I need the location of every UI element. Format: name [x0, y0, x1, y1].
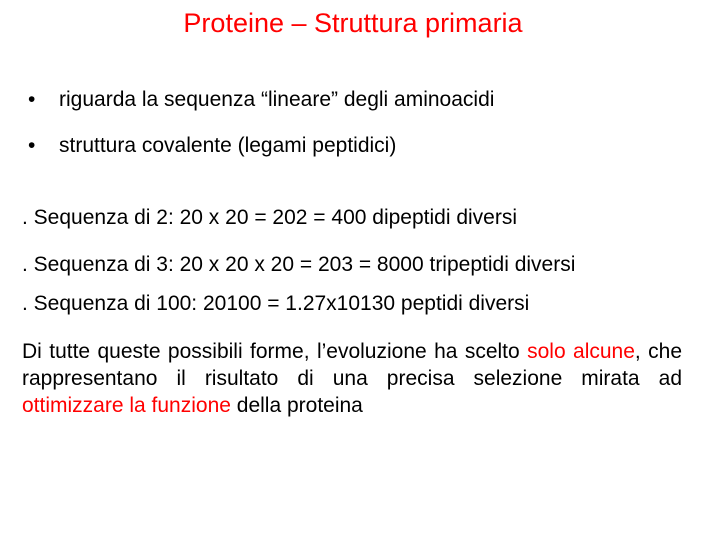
bullet-item [28, 88, 494, 112]
bullet-marker: • [28, 88, 36, 111]
paragraph-text: Di tutte queste possibili forme, l’evoluzione ha scelto [22, 340, 528, 363]
sequence-line: . Sequenza di 3: 20 x 20 x 20 = 203 = 8000 tripeptidi diversi [22, 253, 576, 276]
bullet-text: riguarda la sequenza “lineare” degli aminoacidi [59, 88, 495, 111]
bullet-marker: • [28, 134, 36, 157]
highlight-text: ottimizzare la funzione [22, 394, 231, 417]
sequence-line: . Sequenza di 2: 20 x 20 = 202 = 400 dipeptidi diversi [22, 206, 518, 229]
paragraph-text: della proteina [230, 394, 363, 417]
paragraph-text: , che rappresentano il risultato di una precisa selezione mirata ad [22, 340, 682, 390]
bullet-item [28, 134, 396, 158]
slide-title: Proteine – Struttura primaria [183, 8, 523, 38]
sequence-line: . Sequenza di 100: 20100 = 1.27x10130 peptidi diversi [22, 292, 530, 315]
conclusion-paragraph [22, 338, 682, 419]
highlight-text: solo alcune [527, 340, 635, 363]
bullet-text: struttura covalente (legami peptidici) [59, 134, 397, 157]
